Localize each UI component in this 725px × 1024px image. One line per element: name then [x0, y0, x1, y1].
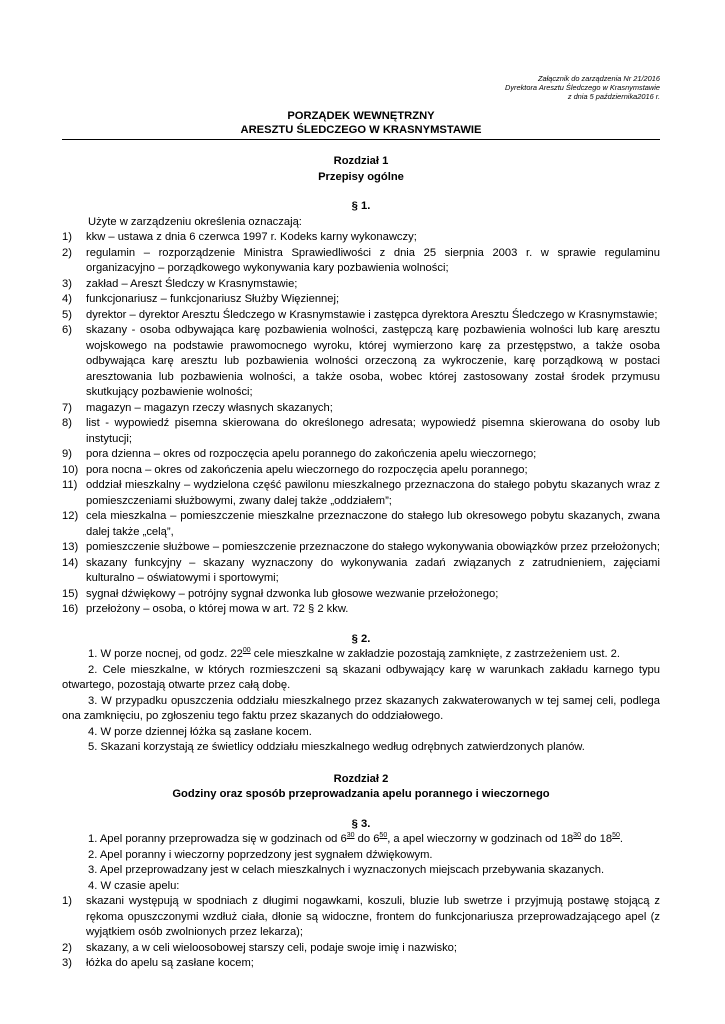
list-item-number: 2): [62, 246, 72, 259]
list-item-text: przełożony – osoba, o której mowa w art. 72 § 2 kkw.: [86, 603, 349, 615]
section-3-para-1-c: , a apel wieczorny w godzinach od 18: [387, 833, 574, 845]
section-3-para-1-d: do 18: [580, 833, 613, 845]
list-item: [62, 956, 660, 972]
list-item: [62, 602, 660, 618]
list-item-number: 15): [62, 587, 79, 600]
chapter-1-name: Przepisy ogólne: [318, 170, 404, 183]
list-item: [62, 246, 660, 277]
list-item-number: 10): [62, 463, 79, 476]
chapter-2-label: Rozdział 2: [333, 772, 389, 785]
list-item: [62, 587, 660, 603]
list-item-text: oddział mieszkalny – wydzielona część pawilonu mieszkalnego przeznaczona do stałego pobytu skazanych wraz z pomieszczeniami służbowymi, zwany dalej także „oddziałem”;: [86, 479, 660, 507]
section-3-para-2: 2. Apel poranny i wieczorny poprzedzony jest sygnałem dźwiękowym.: [88, 848, 433, 861]
list-item: [62, 463, 660, 479]
list-item-text: łóżka do apelu są zasłane kocem;: [86, 957, 254, 969]
section-2-para-3: 3. W przypadku opuszczenia oddziału mieszkalnego przez skazanych zakwaterowanych w tej samej celi, podlega ona zamknięciu, po zgłoszeniu tego faktu przez skazanych do oddziałowego.: [62, 694, 660, 722]
list-item-number: 3): [62, 957, 72, 969]
list-item-number: 7): [62, 401, 72, 414]
time-superscript: 50: [612, 832, 620, 839]
section-3-para-1-a: 1. Apel poranny przeprowadza się w godzinach od 6: [88, 833, 347, 845]
title-line-1: PORZĄDEK WEWNĘTRZNY: [287, 110, 435, 122]
section-2-para-4: 4. W porze dziennej łóżka są zasłane kocem.: [88, 725, 312, 738]
document-title: [62, 109, 660, 137]
chapter-2-heading: [62, 772, 660, 803]
list-item-text: pora nocna – okres od zakończenia apelu wieczornego do rozpoczęcia apelu porannego;: [86, 463, 528, 476]
list-item: [62, 540, 660, 556]
list-item-number: 1): [62, 231, 72, 243]
list-item-text: skazany funkcyjny – skazany wyznaczony do wykonywania zadań związanych z zatrudnieniem, zajęciami kulturalno – oświatowymi i sportowymi;: [86, 556, 660, 584]
list-item-number: 12): [62, 510, 79, 522]
section-3-label: § 3.: [351, 817, 371, 830]
section-3-para-4: 4. W czasie apelu:: [88, 879, 180, 892]
list-item: [62, 509, 660, 540]
section-3-para-1: [62, 832, 660, 848]
section-2-para-1: [62, 647, 660, 663]
title-line-2: ARESZTU ŚLEDCZEGO W KRASNYMSTAWIE: [240, 124, 482, 136]
list-item-number: 6): [62, 324, 72, 336]
time-superscript: 30: [573, 832, 581, 839]
list-item-number: 11): [62, 479, 78, 491]
list-item: [62, 277, 660, 293]
list-item-text: skazany - osoba odbywająca karę pozbawienia wolności, zastępczą karę pozbawienia wolności lub karę aresztu wojskowego na podstawie prawomocnego wyroku, której wymierzono karę za przestępstwo, a także osoba odbywająca karę aresztu lub pozbawienia wolności orzeczoną za wykroczenie, karę porządkową w postaci aresztowania lub pozbawienia wolności, a także osoba, wobec której zastosowany został środek przymusu skutkujący pozbawienie wolności;: [86, 324, 660, 398]
title-divider: [62, 139, 660, 140]
time-superscript: 50: [379, 832, 388, 839]
section-3-para-1-b: do 6: [354, 833, 380, 845]
list-item-text: pora dzienna – okres od rozpoczęcia apelu porannego do zakończenia apelu wieczornego;: [86, 448, 537, 460]
section-3-para-1-e: .: [619, 833, 623, 845]
section-2-para-1-b: cele mieszkalne w zakładzie pozostają zamknięte, z zastrzeżeniem ust. 2.: [250, 648, 621, 660]
list-item: [62, 416, 660, 447]
list-item-number: 3): [62, 277, 72, 290]
list-item-text: cela mieszkalna – pomieszczenie mieszkalne przeznaczone do stałego lub okresowego pobytu skazanych, zwana dalej także „celą”,: [86, 510, 660, 538]
section-2-label: § 2.: [351, 632, 371, 645]
list-item: [62, 323, 660, 401]
list-item: [62, 478, 660, 509]
section-1-intro: Użyte w zarządzeniu określenia oznaczają:: [88, 215, 302, 228]
document-page: [62, 74, 660, 972]
list-item-number: 13): [62, 541, 79, 553]
list-item-text: skazany, a w celi wieloosobowej starszy celi, podaje swoje imię i nazwisko;: [86, 941, 458, 954]
section-1-label: § 1.: [351, 200, 371, 212]
list-item-number: 9): [62, 448, 72, 460]
list-item-text: skazani występują w spodniach z długimi nogawkami, koszuli, bluzie lub swetrze i przyjmują postawę stojącą z rękoma opuszczonymi wzdłuż ciała, dłonie są widoczne, frontem do funkcjonariusza przeprowadzającego apel (z wyjątkiem osób zwolnionych przez lekarza);: [86, 895, 660, 938]
list-item-number: 14): [62, 556, 79, 569]
list-item: [62, 401, 660, 417]
list-item-text: sygnał dźwiękowy – potrójny sygnał dzwonka lub głosowe wezwanie przełożonego;: [86, 587, 499, 600]
annex-line-2: Dyrektora Aresztu Śledczego w Krasnymstawie: [505, 83, 660, 92]
list-item-text: regulamin – rozporządzenie Ministra Sprawiedliwości z dnia 25 sierpnia 2003 r. w sprawie regulaminu organizacyjno – porządkowego wykonywania kary pozbawienia wolności;: [86, 246, 660, 274]
list-item: [62, 230, 660, 246]
list-item-text: pomieszczenie służbowe – pomieszczenie przeznaczone do stałego wykonywania obowiązków przez przełożonych;: [86, 541, 660, 553]
annex-line-1: Załącznik do zarządzenia Nr 21/2016: [537, 74, 660, 83]
list-item: [62, 941, 660, 957]
chapter-1-heading: [62, 154, 660, 185]
chapter-2-name: Godziny oraz sposób przeprowadzania apelu porannego i wieczornego: [172, 788, 550, 800]
section-3-para-3: 3. Apel przeprowadzany jest w celach mieszkalnych i wyznaczonych miejscach przebywania skazanych.: [88, 864, 605, 876]
section-2-para-1-a: 1. W porze nocnej, od godz. 22: [88, 648, 243, 660]
list-item-text: list - wypowiedź pisemna skierowana do określonego adresata; wypowiedź pisemna skierowana do osoby lub instytucji;: [86, 417, 660, 445]
list-item-text: zakład – Areszt Śledczy w Krasnymstawie;: [86, 277, 298, 290]
time-superscript: 00: [242, 647, 251, 654]
list-item-text: magazyn – magazyn rzeczy własnych skazanych;: [86, 401, 333, 414]
annex-line-3: z dnia 5 października2016 r.: [567, 92, 660, 101]
section-2-para-5: 5. Skazani korzystają ze świetlicy oddziału mieszkalnego według odrębnych zatwierdzonych planów.: [88, 741, 585, 753]
list-item-number: 2): [62, 941, 72, 954]
definitions-list: [62, 230, 660, 618]
annex-note: [62, 74, 660, 101]
section-2-para-2: 2. Cele mieszkalne, w których rozmieszczeni są skazani odbywający karę w warunkach zakładu karnego typu otwartego, pozostają otwarte przez całą dobę.: [62, 663, 660, 691]
list-item-text: funkcjonariusz – funkcjonariusz Służby Więziennej;: [86, 293, 340, 305]
list-item: [62, 292, 660, 308]
list-item: [62, 308, 660, 324]
list-item: [62, 556, 660, 587]
list-item-text: kkw – ustawa z dnia 6 czerwca 1997 r. Kodeks karny wykonawczy;: [86, 231, 417, 243]
list-item-number: 5): [62, 308, 72, 321]
list-item-number: 1): [62, 895, 72, 907]
list-item-number: 8): [62, 417, 72, 429]
chapter-1-label: Rozdział 1: [333, 155, 389, 167]
list-item-number: 16): [62, 603, 79, 615]
list-item: [62, 894, 660, 941]
time-superscript: 30: [346, 832, 355, 839]
list-item: [62, 447, 660, 463]
list-item-text: dyrektor – dyrektor Aresztu Śledczego w Krasnymstawie i zastępca dyrektora Aresztu Śledczego w Krasnymstawie;: [86, 308, 658, 321]
apel-rules-list: [62, 894, 660, 972]
list-item-number: 4): [62, 293, 72, 305]
